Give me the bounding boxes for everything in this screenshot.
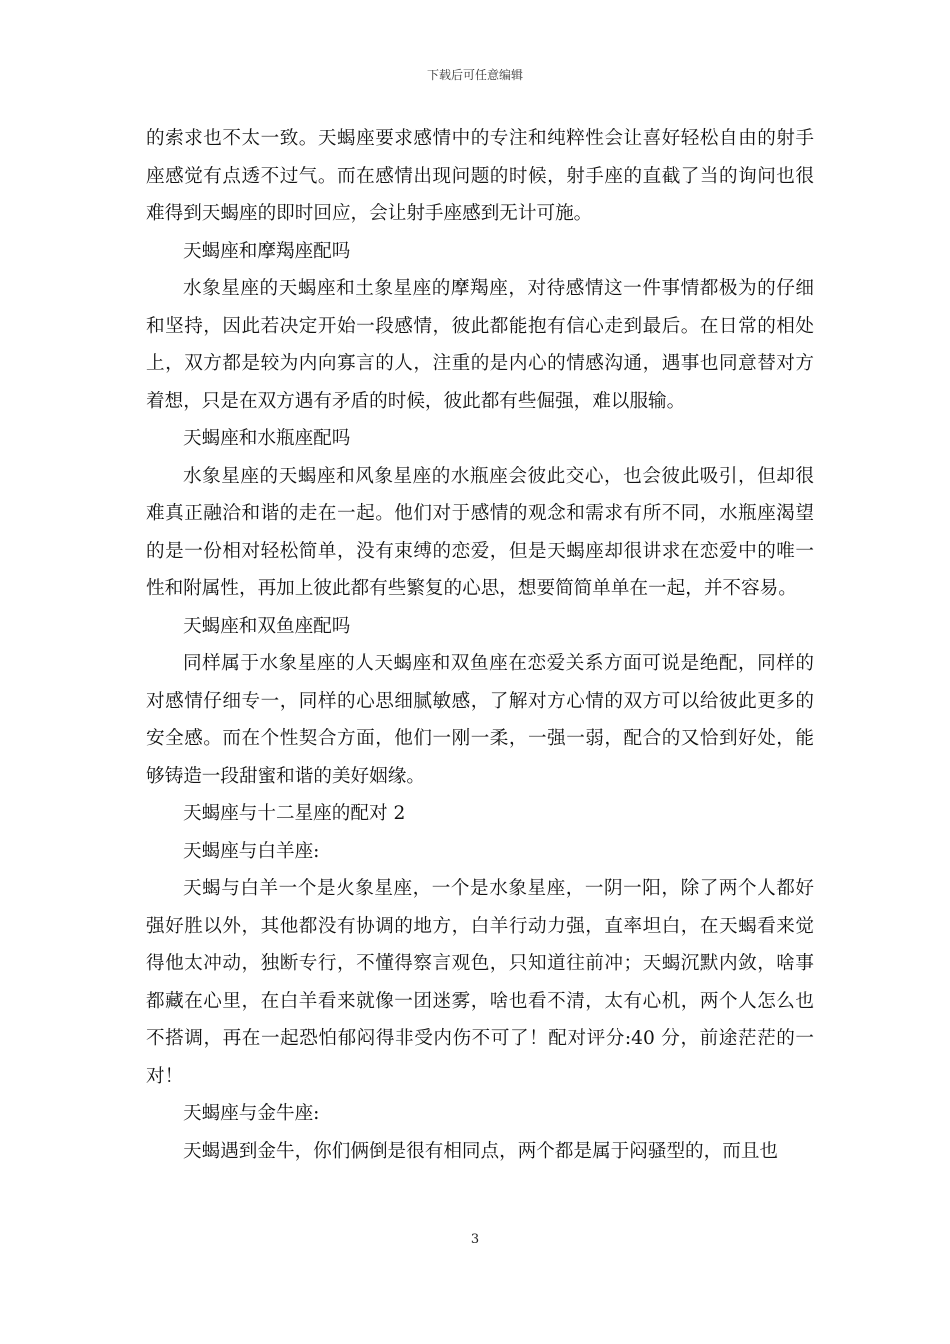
paragraph: 天蝎座与金牛座: [183, 1103, 320, 1124]
paragraph: 天蝎座和水瓶座配吗 [183, 428, 351, 449]
paragraph: 同样属于水象星座的人天蝎座和双鱼座在恋爱关系方面可说是绝配，同样的对感情仔细专一，同样的心思细腻敏感，了解对方心情的双方可以给彼此更多的安全感。而在个性契合方面，他们一刚一柔，一强一弱，配合的又恰到好处，能够铸造一段甜蜜和谐的美好姻缘。 [146, 653, 814, 787]
paragraph: 水象星座的天蝎座和土象星座的摩羯座，对待感情这一件事情都极为的仔细和坚持，因此若决定开始一段感情，彼此都能抱有信心走到最后。在日常的相处上，双方都是较为内向寡言的人，注重的是内心的情感沟通，遇事也同意替对方着想，只是在双方遇有矛盾的时候，彼此都有些倔强，难以服输。 [146, 278, 814, 412]
paragraph: 水象星座的天蝎座和风象星座的水瓶座会彼此交心，也会彼此吸引，但却很难真正融洽和谐的走在一起。他们对于感情的观念和需求有所不同，水瓶座渴望的是一份相对轻松简单，没有束缚的恋爱，但是天蝎座却很讲求在恋爱中的唯一性和附属性，再加上彼此都有些繁复的心思，想要简简单单在一起，并不容易。 [146, 465, 814, 599]
paragraph: 天蝎座与十二星座的配对 2 [183, 803, 406, 824]
paragraph: 天蝎座与白羊座: [183, 840, 320, 862]
paragraph: 天蝎座和摩羯座配吗 [183, 240, 351, 262]
paragraph: 天蝎遇到金牛，你们俩倒是很有相同点，两个都是属于闷骚型的，而且也 [183, 1140, 779, 1162]
paragraph: 天蝎与白羊一个是火象星座，一个是水象星座，一阴一阳，除了两个人都好强好胜以外，其他都没有协调的地方，白羊行动力强，直率坦白，在天蝎看来觉得他太冲动，独断专行，不懂得察言观色，只知道往前冲；天蝎沉默内敛，啥事都藏在心里，在白羊看来就像一团迷雾，啥也看不清，太有心机，两个人怎么也不搭调，再在一起恐怕郁闷得非受内伤不可了！配对评分:40 分，前途茫茫的一对！ [146, 878, 814, 1087]
paragraph: 的索求也不太一致。天蝎座要求感情中的专注和纯粹性会让喜好轻松自由的射手座感觉有点透不过气。而在感情出现问题的时候，射手座的直截了当的询问也很难得到天蝎座的即时回应，会让射手座感到无计可施。 [146, 128, 814, 224]
page-header: 下载后可任意编辑 [426, 68, 523, 82]
page-number: 3 [470, 1232, 480, 1247]
document-body [146, 120, 814, 1170]
paragraph: 天蝎座和双鱼座配吗 [183, 615, 351, 637]
